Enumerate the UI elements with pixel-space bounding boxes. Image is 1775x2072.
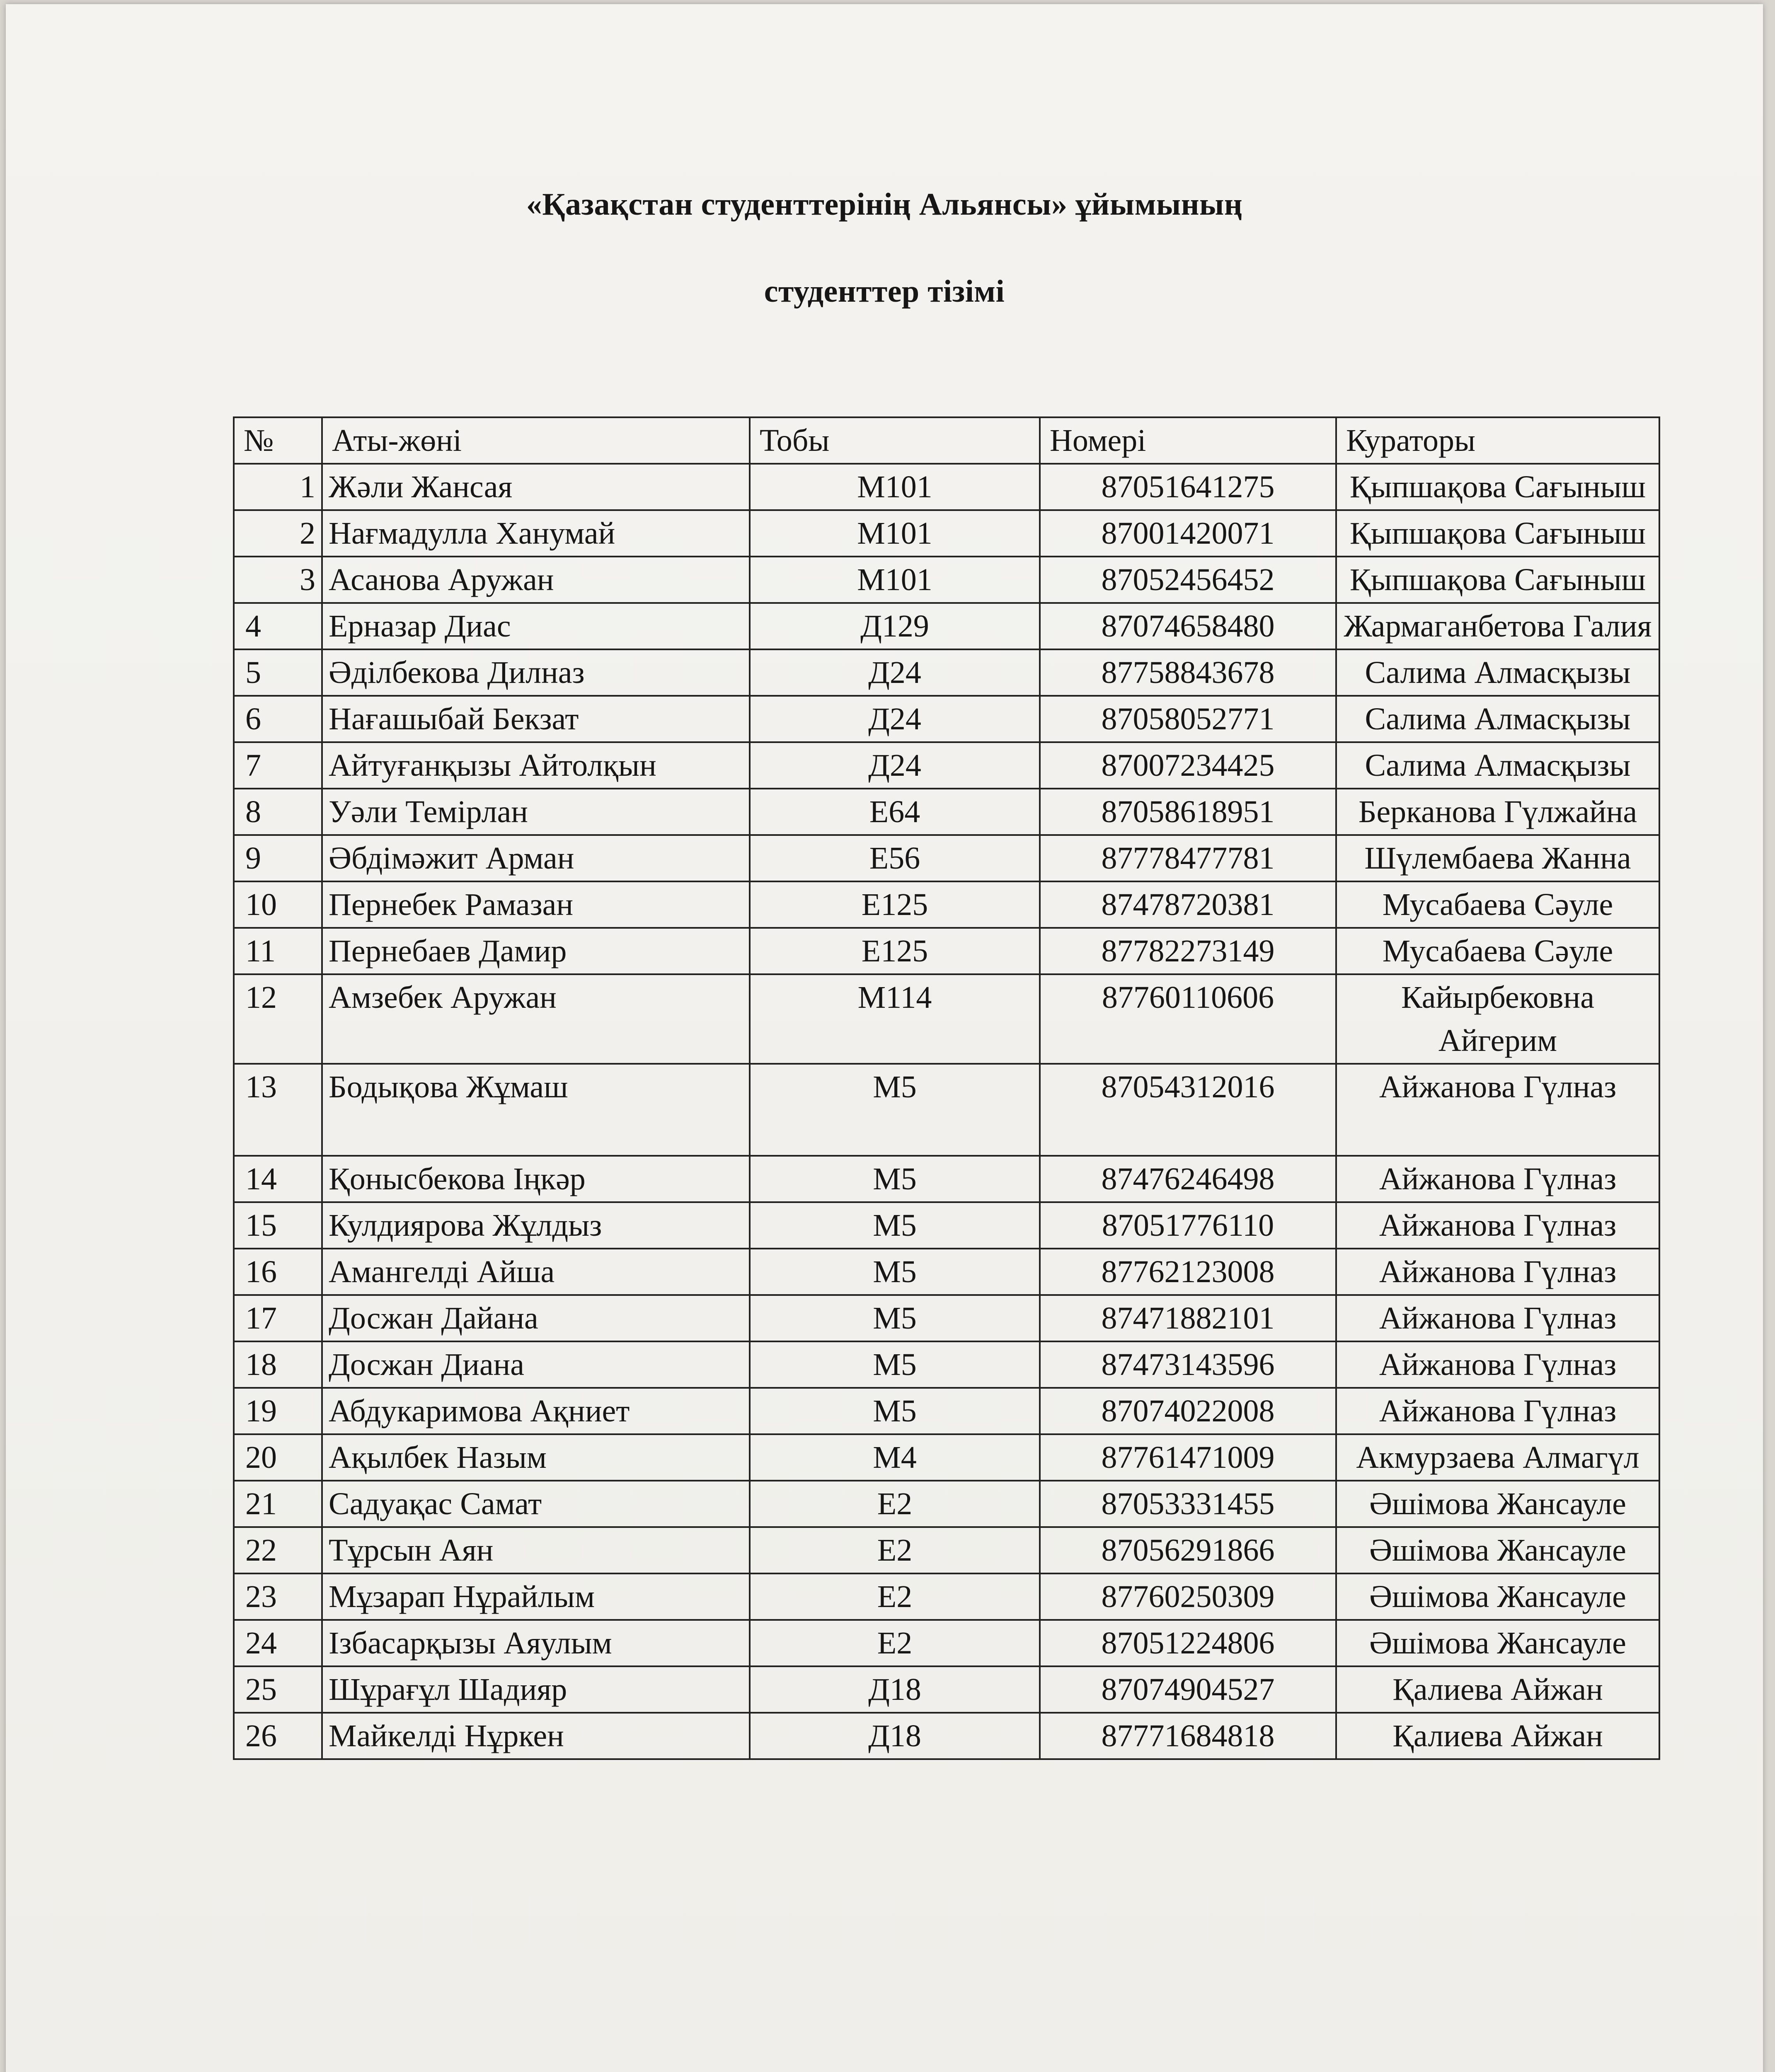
row-number: 18 [234,1341,322,1388]
table-row [234,789,1659,835]
curator-name: Жармаганбетова Галия [1336,603,1659,649]
phone-number: 87074022008 [1040,1388,1336,1434]
phone-number: 87051224806 [1040,1620,1336,1666]
student-name: Бодықова Жұмаш [322,1064,750,1156]
student-name: Ақылбек Назым [322,1434,750,1481]
row-number: 9 [234,835,322,881]
student-name: Мұзарап Нұрайлым [322,1573,750,1620]
table-row [234,835,1659,881]
student-name: Нағмадулла Ханумай [322,510,750,557]
row-number: 4 [234,603,322,649]
table-row [234,928,1659,974]
curator-name: Әшімова Жансауле [1336,1481,1659,1527]
group-code: М5 [750,1341,1040,1388]
student-name: Асанова Аружан [322,557,750,603]
curator-name: Айжанова Гүлназ [1336,1156,1659,1202]
phone-number: 87058052771 [1040,696,1336,742]
phone-number: 87476246498 [1040,1156,1336,1202]
row-number: 12 [234,974,322,1064]
phone-number: 87051641275 [1040,464,1336,510]
student-name: Досжан Диана [322,1341,750,1388]
curator-name: Айжанова Гүлназ [1336,1388,1659,1434]
student-name: Пернебаев Дамир [322,928,750,974]
table-row [234,1295,1659,1341]
row-number: 21 [234,1481,322,1527]
student-name: Досжан Дайана [322,1295,750,1341]
curator-name: Салима Алмасқызы [1336,696,1659,742]
table-row [234,464,1659,510]
header-name: Аты-жөні [322,417,750,464]
student-name: Уәли Темірлан [322,789,750,835]
group-code: М101 [750,464,1040,510]
phone-number: 87051776110 [1040,1202,1336,1249]
group-code: М4 [750,1434,1040,1481]
student-name: Пернебек Рамазан [322,881,750,928]
paper-sheet [6,4,1763,2072]
table-row [234,649,1659,696]
phone-number: 87052456452 [1040,557,1336,603]
group-code: М101 [750,510,1040,557]
phone-number: 87760250309 [1040,1573,1336,1620]
student-name: Қонысбекова Іңкәр [322,1156,750,1202]
group-code: Е56 [750,835,1040,881]
row-number: 6 [234,696,322,742]
header-phone: Номері [1040,417,1336,464]
table-row [234,742,1659,789]
student-name: Жәли Жансая [322,464,750,510]
group-code: Е64 [750,789,1040,835]
phone-number: 87782273149 [1040,928,1336,974]
group-code: Е2 [750,1573,1040,1620]
phone-number: 87056291866 [1040,1527,1336,1573]
row-number: 20 [234,1434,322,1481]
header-curator: Кураторы [1336,417,1659,464]
row-number: 10 [234,881,322,928]
row-number: 26 [234,1713,322,1759]
table-row [234,1202,1659,1249]
row-number: 19 [234,1388,322,1434]
phone-number: 87001420071 [1040,510,1336,557]
phone-number: 87771684818 [1040,1713,1336,1759]
table-row [234,696,1659,742]
student-name: Абдукаримова Ақниет [322,1388,750,1434]
phone-number: 87478720381 [1040,881,1336,928]
group-code: Д24 [750,696,1040,742]
curator-name: Айжанова Гүлназ [1336,1202,1659,1249]
table-row [234,1434,1659,1481]
curator-name: Айжанова Гүлназ [1336,1064,1659,1156]
student-name: Амзебек Аружан [322,974,750,1064]
group-code: Д129 [750,603,1040,649]
curator-name: Берканова Гүлжайна [1336,789,1659,835]
group-code: Е125 [750,928,1040,974]
phone-number: 87074904527 [1040,1666,1336,1713]
table-row [234,510,1659,557]
student-name: Садуақас Самат [322,1481,750,1527]
group-code: М5 [750,1295,1040,1341]
student-name: Шұрағұл Шадияр [322,1666,750,1713]
group-code: М5 [750,1388,1040,1434]
row-number: 5 [234,649,322,696]
student-name: Амангелді Айша [322,1249,750,1295]
student-name: Нағашыбай Бекзат [322,696,750,742]
curator-name: Акмурзаева Алмагүл [1336,1434,1659,1481]
group-code: Д18 [750,1713,1040,1759]
table-row [234,881,1659,928]
curator-name: Мусабаева Сәуле [1336,881,1659,928]
curator-name: Шүлембаева Жанна [1336,835,1659,881]
row-number: 17 [234,1295,322,1341]
student-name: Ізбасарқызы Аяулым [322,1620,750,1666]
group-code: М5 [750,1064,1040,1156]
phone-number: 87007234425 [1040,742,1336,789]
group-code: М114 [750,974,1040,1064]
curator-name: Әшімова Жансауле [1336,1527,1659,1573]
student-name: Тұрсын Аян [322,1527,750,1573]
student-name: Әділбекова Дилназ [322,649,750,696]
row-number: 8 [234,789,322,835]
table-row [234,1527,1659,1573]
student-name: Кулдиярова Жұлдыз [322,1202,750,1249]
phone-number: 87778477781 [1040,835,1336,881]
row-number: 24 [234,1620,322,1666]
row-number: 25 [234,1666,322,1713]
curator-name: Әшімова Жансауле [1336,1573,1659,1620]
table-body [234,464,1659,1759]
group-code: Е125 [750,881,1040,928]
row-number: 15 [234,1202,322,1249]
group-code: Д24 [750,649,1040,696]
header-number: № [234,417,322,464]
table-row [234,1388,1659,1434]
group-code: М5 [750,1156,1040,1202]
phone-number: 87761471009 [1040,1434,1336,1481]
document-subtitle: студенттер тізімі [764,274,1005,309]
curator-name: Қыпшақова Сағыныш [1336,557,1659,603]
document-title: «Қазақстан студенттерінің Альянсы» ұйымының [526,187,1243,222]
header-group: Тобы [750,417,1040,464]
row-number: 14 [234,1156,322,1202]
phone-number: 87762123008 [1040,1249,1336,1295]
curator-name: Әшімова Жансауле [1336,1620,1659,1666]
student-name: Айтуғанқызы Айтолқын [322,742,750,789]
phone-number: 87758843678 [1040,649,1336,696]
phone-number: 87074658480 [1040,603,1336,649]
curator-name: Салима Алмасқызы [1336,742,1659,789]
group-code: Е2 [750,1527,1040,1573]
table-header-row [234,417,1659,464]
table-row [234,603,1659,649]
row-number: 7 [234,742,322,789]
group-code: М5 [750,1202,1040,1249]
curator-name: Кайырбековна Айгерим [1336,974,1659,1064]
table-row [234,1064,1659,1156]
phone-number: 87760110606 [1040,974,1336,1064]
table-row [234,1341,1659,1388]
row-number: 3 [234,557,322,603]
table-row [234,1666,1659,1713]
row-number: 2 [234,510,322,557]
curator-name: Қалиева Айжан [1336,1666,1659,1713]
curator-name: Қыпшақова Сағыныш [1336,464,1659,510]
table-row [234,1573,1659,1620]
students-table [233,416,1660,1760]
group-code: Д24 [750,742,1040,789]
curator-name: Айжанова Гүлназ [1336,1295,1659,1341]
curator-name: Салима Алмасқызы [1336,649,1659,696]
curator-name: Қыпшақова Сағыныш [1336,510,1659,557]
table-row [234,1249,1659,1295]
phone-number: 87473143596 [1040,1341,1336,1388]
row-number: 22 [234,1527,322,1573]
student-name: Майкелді Нұркен [322,1713,750,1759]
curator-name: Айжанова Гүлназ [1336,1249,1659,1295]
curator-name: Айжанова Гүлназ [1336,1341,1659,1388]
table-row [234,1713,1659,1759]
table-row [234,1156,1659,1202]
table-row [234,1481,1659,1527]
table-row [234,1620,1659,1666]
student-name: Ерназар Диас [322,603,750,649]
phone-number: 87058618951 [1040,789,1336,835]
row-number: 11 [234,928,322,974]
row-number: 23 [234,1573,322,1620]
student-name: Әбдімәжит Арман [322,835,750,881]
phone-number: 87471882101 [1040,1295,1336,1341]
table-row [234,557,1659,603]
phone-number: 87053331455 [1040,1481,1336,1527]
group-code: М101 [750,557,1040,603]
group-code: Е2 [750,1481,1040,1527]
group-code: Е2 [750,1620,1040,1666]
table-row [234,974,1659,1064]
row-number: 13 [234,1064,322,1156]
row-number: 1 [234,464,322,510]
phone-number: 87054312016 [1040,1064,1336,1156]
curator-name: Мусабаева Сәуле [1336,928,1659,974]
group-code: М5 [750,1249,1040,1295]
curator-name: Қалиева Айжан [1336,1713,1659,1759]
group-code: Д18 [750,1666,1040,1713]
row-number: 16 [234,1249,322,1295]
